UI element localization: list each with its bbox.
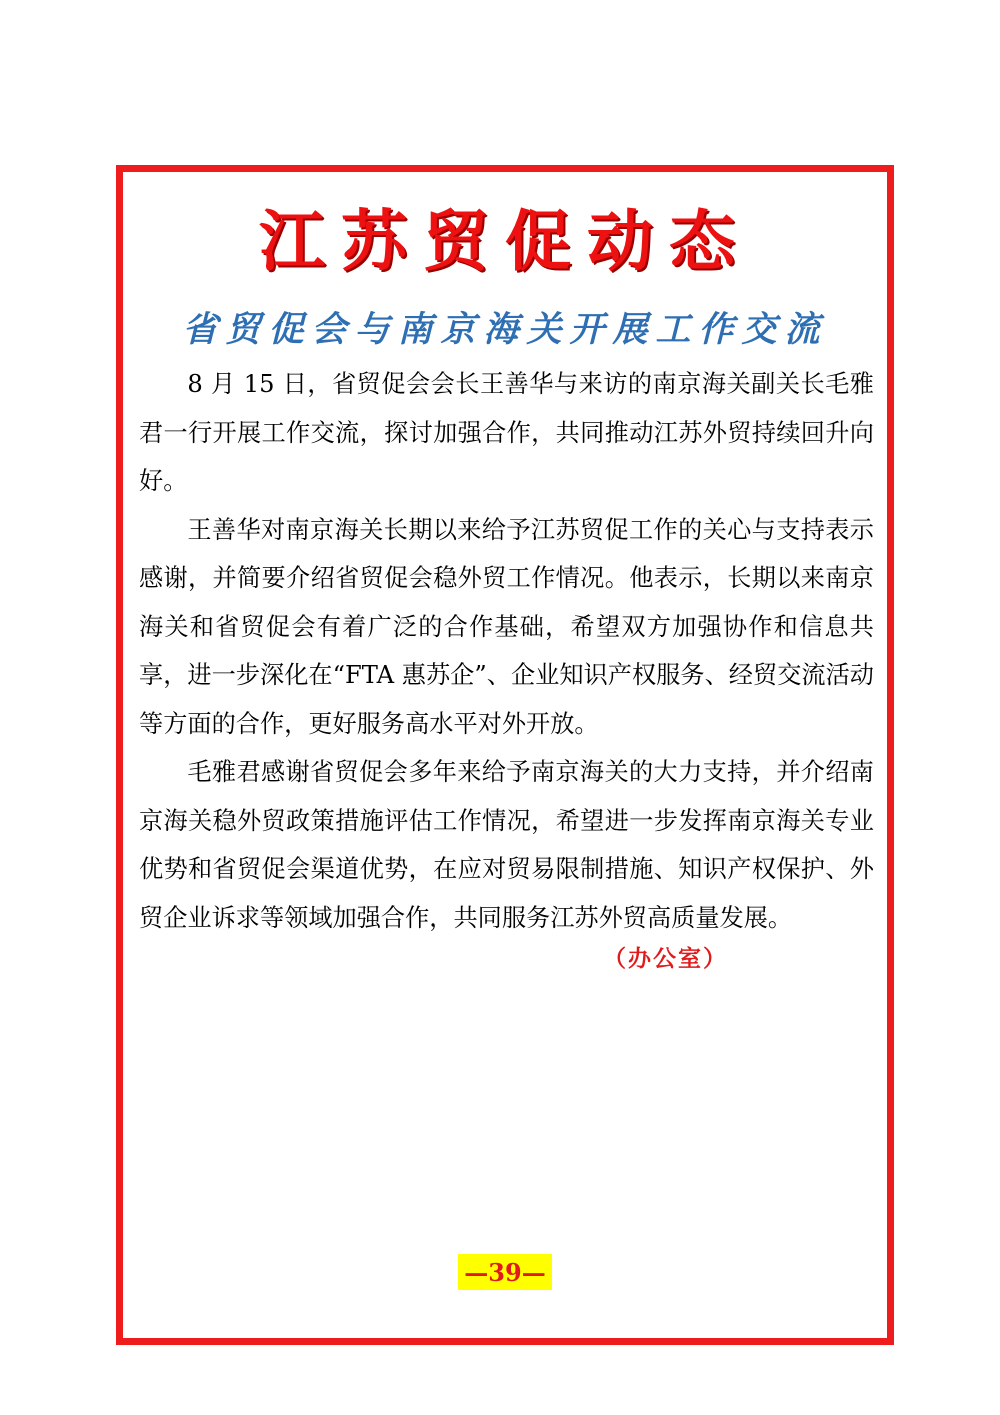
article-paragraph: 王善华对南京海关长期以来给予江苏贸促工作的关心与支持表示感谢，并简要介绍省贸促会稳外贸工作情况。他表示，长期以来南京海关和省贸促会有着广泛的合作基础，希望双方加强协作和信息共享，进一步深化在“FTA 惠苏企”、企业知识产权服务、经贸交流活动等方面的合作，更好服务高水平对外开放。 [139,515,874,738]
article-headline: 省贸促会与南京海关开展工作交流 [182,309,828,350]
article-paragraph: 毛雅君感谢省贸促会多年来给予南京海关的大力支持，并介绍南京海关稳外贸政策措施评估工作情况，希望进一步发挥南京海关专业优势和省贸促会渠道优势，在应对贸易限制措施、知识产权保护、外贸企业诉求等领域加强合作，共同服务江苏外贸高质量发展。 [139,758,874,932]
article-byline: （办公室） [603,946,728,972]
masthead-title: 江苏贸促动态 [259,202,751,280]
page-border-frame [116,165,894,1345]
page-number-badge: —39— [458,1254,552,1290]
article-body [139,360,874,942]
article-paragraph: 8 月 15 日，省贸促会会长王善华与来访的南京海关副关长毛雅君一行开展工作交流，探讨加强合作，共同推动江苏外贸持续回升向好。 [139,370,874,495]
